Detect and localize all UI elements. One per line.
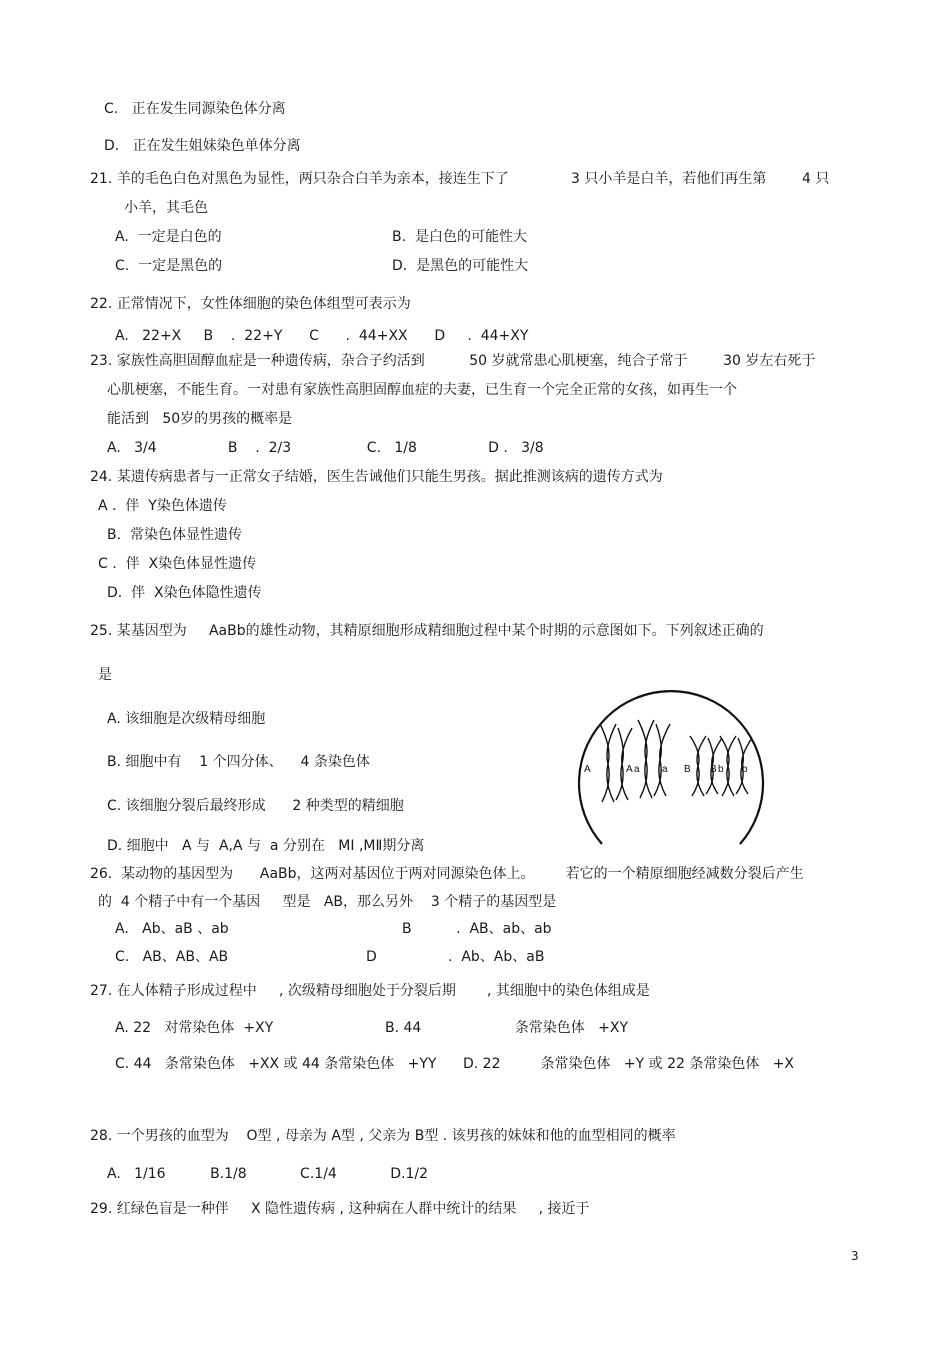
allele-label: B: [684, 764, 691, 775]
q21-option-d: D. 是黑色的可能性大: [392, 258, 529, 274]
q25-stem-cont: 是: [98, 667, 112, 683]
page-number: 3: [851, 1249, 859, 1263]
q24-option-d: D. 伴 X染色体隐性遗传: [107, 585, 262, 601]
q21-stem: 21. 羊的毛色白色对黑色为显性，两只杂合白羊为亲本，接连生下了 3 只小羊是白羊，若他们再生第 4 只: [90, 171, 830, 187]
cell-division-diagram: [578, 676, 768, 848]
q26-stem: 26. 某动物的基因型为 AaBb，这两对基因位于两对同源染色体上。 若它的一个精原细胞经减数分裂后产生: [90, 866, 804, 882]
q22-stem: 22. 正常情况下，女性体细胞的染色体组型可表示为: [90, 296, 411, 312]
allele-label: A: [584, 764, 591, 775]
q25-option-c: C. 该细胞分裂后最终形成 2 种类型的精细胞: [107, 798, 404, 814]
q26-option-d: D . Ab、Ab、aB: [366, 949, 545, 965]
q20-option-d: D. 正在发生姐妹染色单体分离: [104, 138, 301, 154]
cell-membrane: [579, 691, 763, 844]
q29-stem: 29. 红绿色盲是一种伴 X 隐性遗传病 , 这种病在人群中统计的结果 , 接近于: [90, 1201, 590, 1217]
q21-option-b: B. 是白色的可能性大: [392, 229, 527, 245]
q27-option-c: C. 44 条常染色体 +XX 或 44 条常染色体 +YY: [115, 1056, 437, 1072]
q24-stem: 24. 某遗传病患者与一正常女子结婚，医生告诫他们只能生男孩。据此推测该病的遗传方式为: [90, 469, 663, 485]
allele-label: B: [710, 764, 717, 775]
q27-option-d: D. 22 条常染色体 +Y 或 22 条常染色体 +X: [463, 1056, 795, 1072]
q22-options: A. 22+X B . 22+Y C . 44+XX D . 44+XY: [115, 328, 529, 344]
allele-label: a: [634, 764, 640, 775]
q25-option-b: B. 细胞中有 1 个四分体、 4 条染色体: [107, 754, 370, 770]
q25-option-a: A. 该细胞是次级精母细胞: [107, 711, 266, 727]
q26-stem-cont: 的 4 个精子中有一个基因 型是 AB，那么另外 3 个精子的基因型是: [98, 894, 557, 910]
q23-stem-cont: 心肌梗塞，不能生育。一对患有家族性高胆固醇血症的夫妻，已生育一个完全正常的女孩，如再生一个: [107, 382, 737, 398]
chromosome-pair-A: [600, 724, 632, 802]
q26-option-b: B . AB、ab、ab: [402, 921, 552, 937]
q23-options: A. 3/4 B . 2/3 C. 1/8 D . 3/8: [107, 440, 544, 456]
q23-stem: 23. 家族性高胆固醇血症是一种遗传病，杂合子约活到 50 岁就常患心肌梗塞，纯合子常于 30 岁左右死于: [90, 353, 816, 369]
allele-label: b: [742, 764, 748, 775]
allele-label: b: [718, 764, 724, 775]
q20-option-c: C. 正在发生同源染色体分离: [104, 101, 286, 117]
q24-option-a: A . 伴 Y染色体遗传: [98, 498, 227, 514]
q27-stem: 27. 在人体精子形成过程中 , 次级精母细胞处于分裂后期 , 其细胞中的染色体组成是: [90, 983, 650, 999]
allele-label: a: [662, 764, 668, 775]
q26-option-c: C. AB、AB、AB: [115, 949, 229, 965]
allele-label: A: [626, 764, 633, 775]
q28-options: A. 1/16 B.1/8 C.1/4 D.1/2: [107, 1166, 428, 1182]
q21-option-a: A. 一定是白色的: [115, 229, 222, 245]
q21-stem-cont: 小羊，其毛色: [124, 200, 208, 216]
q24-option-c: C . 伴 X染色体显性遗传: [98, 556, 257, 572]
chromosome-pair-a: [638, 720, 670, 798]
q25-option-d: D. 细胞中 A 与 A,A 与 a 分别在 MⅠ ,MⅡ期分离: [107, 838, 425, 854]
q24-option-b: B. 常染色体显性遗传: [107, 527, 242, 543]
q27-option-a: A. 22 对常染色体 +XY: [115, 1020, 274, 1036]
q25-stem: 25. 某基因型为 AaBb的雄性动物，其精原细胞形成精细胞过程中某个时期的示意图如下。下列叙述正确的: [90, 623, 764, 639]
q21-option-c: C. 一定是黑色的: [115, 258, 223, 274]
q28-stem: 28. 一个男孩的血型为 O型 , 母亲为 A型 , 父亲为 B型 . 该男孩的妹妹和他的血型相同的概率: [90, 1128, 676, 1144]
q27-option-b: B. 44 条常染色体 +XY: [385, 1020, 628, 1036]
q23-stem-cont2: 能活到 50岁的男孩的概率是: [107, 411, 293, 427]
q26-option-a: A. Ab、aB 、ab: [115, 921, 229, 937]
